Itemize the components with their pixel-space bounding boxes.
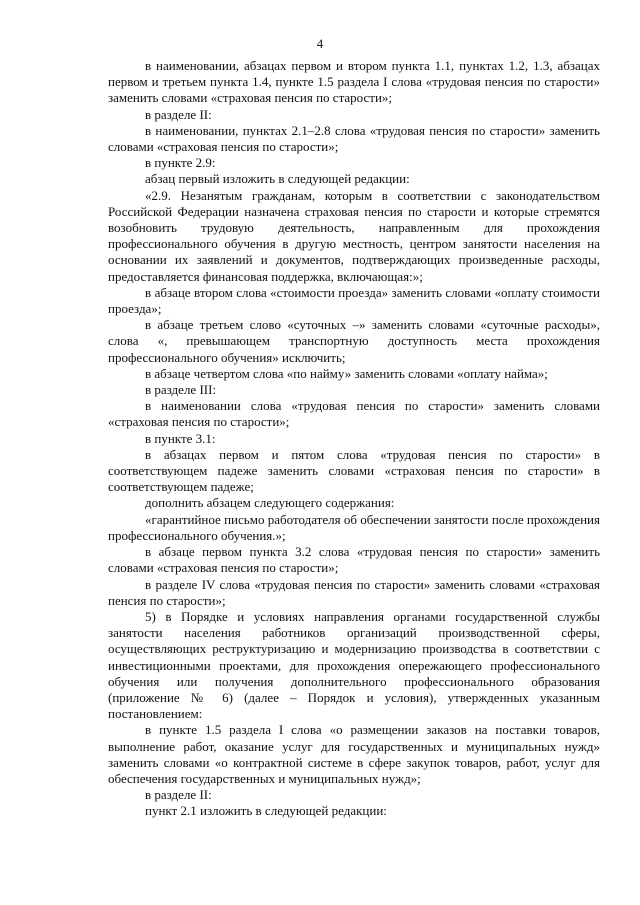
paragraph: абзац первый изложить в следующей редакции:	[145, 171, 410, 187]
paragraph: в наименовании, абзацах первом и втором пункта 1.1, пунктах 1.2, 1.3, абзацах первом и третьем пункта 1.4, пункте 1.5 раздела I слова «трудовая пенсия по старости» заменить словами «страховая пенсия по старости»;	[108, 58, 600, 106]
paragraph: дополнить абзацем следующего содержания:	[145, 495, 395, 511]
paragraph: в наименовании, пунктах 2.1–2.8 слова «трудовая пенсия по старости» заменить словами «страховая пенсия по старости»;	[108, 122, 600, 155]
paragraph: 5) в Порядке и условиях направления органами государственной службы занятости населения работников организаций производственной сферы, осуществляющих реструктуризацию и модернизацию производства в соответствии с инвестиционными проектами, для прохождения опережающего профессионального обучения или получения дополнительного профессионального образования (приложение № 6) (далее – Порядок и условия), утвержденных указанным постановлением:	[108, 608, 600, 722]
paragraph: в разделе IV слова «трудовая пенсия по старости» заменить словами «страховая пенсия по старости»;	[108, 576, 600, 608]
paragraph: в разделе III:	[145, 382, 217, 398]
paragraph: «гарантийное письмо работодателя об обеспечении занятости после прохождения профессионального обучения.»;	[108, 511, 600, 543]
paragraph: в разделе II:	[145, 787, 212, 803]
page-number: 4	[316, 36, 324, 51]
paragraph: в пункте 1.5 раздела I слова «о размещении заказов на поставки товаров, выполнение работ, оказание услуг для государственных и муниципальных нужд» заменить словами «о контрактной системе в сфере закупок товаров, работ, услуг для обеспечения государственных и муниципальных нужд»;	[108, 722, 600, 786]
paragraph: в пункте 2.9:	[145, 155, 216, 171]
paragraph: в абзаце втором слова «стоимости проезда» заменить словами «оплату стоимости проезда»;	[108, 284, 600, 317]
paragraph: в наименовании слова «трудовая пенсия по старости» заменить словами «страховая пенсия по старости»;	[108, 398, 600, 430]
paragraph: «2.9. Незанятым гражданам, которым в соответствии с законодательством Российской Федерации назначена страховая пенсия по старости и которые стремятся возобновить трудовую деятельность, направленным для прохождения профессионального обучения в другую местность, центром занятости населения на основании их заявлений и документов, подтверждающих произведенные расходы, предоставляется финансовая поддержка, включающая:»;	[108, 187, 600, 284]
document-body	[108, 58, 600, 820]
paragraph: в абзаце четвертом слова «по найму» заменить словами «оплату найма»;	[145, 365, 548, 381]
paragraph: в абзаце первом пункта 3.2 слова «трудовая пенсия по старости» заменить словами «страховая пенсия по старости»;	[108, 544, 600, 576]
paragraph: в разделе II:	[145, 106, 212, 122]
paragraph: в абзацах первом и пятом слова «трудовая пенсия по старости» в соответствующем падеже заменить словами «страховая пенсия по старости» в соответствующем падеже;	[108, 446, 600, 495]
paragraph: в пункте 3.1:	[145, 430, 216, 446]
paragraph: в абзаце третьем слово «суточных –» заменить словами «суточные расходы», слова «, превышающем транспортную доступность места прохождения профессионального обучения» исключить;	[108, 317, 600, 365]
paragraph: пункт 2.1 изложить в следующей редакции:	[145, 803, 387, 819]
